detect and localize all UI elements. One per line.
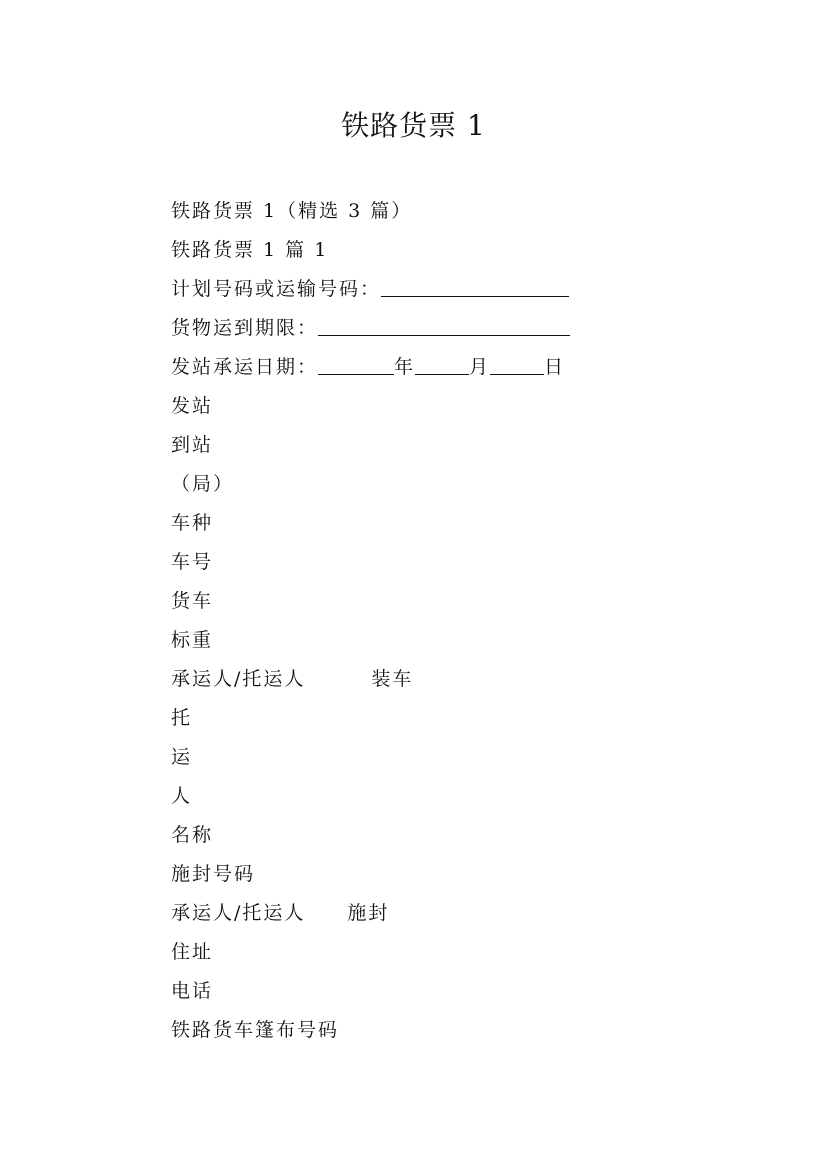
delivery-deadline-blank[interactable] — [318, 317, 570, 336]
sealing-label: 施封 — [347, 902, 390, 924]
line-freight-car: 货车 — [171, 590, 214, 612]
plan-number-row — [171, 274, 569, 304]
acceptance-date-label: 发站承运日期： — [171, 356, 319, 378]
document-title: 铁路货票 1 — [341, 109, 486, 142]
subtitle-line: 铁路货票 1（精选 3 篇） — [171, 200, 413, 222]
month-label: 月 — [469, 356, 491, 378]
line-car-type: 车种 — [171, 512, 214, 534]
sealing-party-label: 承运人/托运人 — [171, 902, 306, 924]
loading-label: 装车 — [371, 668, 414, 690]
line-tarp-number: 铁路货车篷布号码 — [171, 1019, 340, 1041]
sealing-row — [171, 898, 389, 928]
loading-row — [171, 664, 413, 694]
line-seal-number: 施封号码 — [171, 863, 256, 885]
delivery-deadline-label: 货物运到期限： — [171, 317, 319, 339]
section-heading: 铁路货票 1 篇 1 — [171, 239, 329, 261]
line-bureau: （局） — [171, 473, 235, 495]
line-car-number: 车号 — [171, 551, 214, 573]
line-arrival-station: 到站 — [171, 434, 214, 456]
line-phone: 电话 — [171, 980, 214, 1002]
line-marked-weight: 标重 — [171, 629, 214, 651]
year-blank[interactable] — [318, 356, 394, 375]
loading-party-label: 承运人/托运人 — [171, 668, 306, 690]
line-name: 名称 — [171, 824, 214, 846]
day-label: 日 — [544, 356, 566, 378]
month-blank[interactable] — [415, 356, 469, 375]
line-shipper-1: 托 — [171, 707, 193, 729]
line-shipper-3: 人 — [171, 785, 193, 807]
line-address: 住址 — [171, 941, 214, 963]
year-label: 年 — [394, 356, 416, 378]
day-blank[interactable] — [490, 356, 544, 375]
line-shipper-2: 运 — [171, 746, 193, 768]
acceptance-date-row — [171, 352, 565, 382]
delivery-deadline-row — [171, 313, 570, 343]
plan-number-blank[interactable] — [381, 278, 569, 297]
plan-number-label: 计划号码或运输号码： — [171, 278, 382, 300]
line-departure-station: 发站 — [171, 395, 214, 417]
